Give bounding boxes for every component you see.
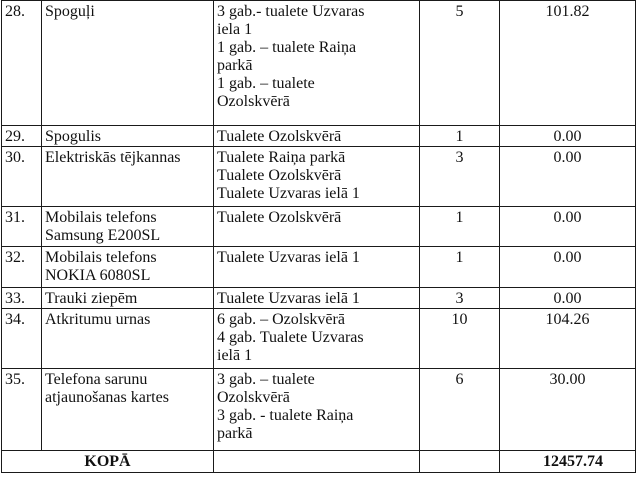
item-quantity: 3 <box>420 147 500 207</box>
location-line: Ozolskvērā <box>217 93 290 110</box>
item-quantity: 1 <box>420 247 500 288</box>
row-number: 31. <box>2 207 42 247</box>
item-quantity: 1 <box>420 126 500 147</box>
total-sum: 12457.74 <box>500 451 636 473</box>
location-line: iela 1 <box>217 21 253 38</box>
item-location <box>214 126 420 147</box>
table-row <box>2 147 636 207</box>
item-sum: 0.00 <box>500 247 636 288</box>
item-name: Trauki ziepēm <box>42 288 214 309</box>
item-location <box>214 309 420 369</box>
row-number: 32. <box>2 247 42 288</box>
item-quantity: 3 <box>420 288 500 309</box>
location-line: Tualete Raiņa parkā <box>217 149 346 166</box>
location-line: 1 gab. – tualete Raiņa <box>217 39 357 56</box>
inventory-table-body <box>2 1 636 473</box>
location-line: Tualete Ozolskvērā <box>217 209 342 226</box>
item-name: Telefona sarunu atjaunošanas kartes <box>42 369 214 451</box>
item-location <box>214 369 420 451</box>
table-row <box>2 288 636 309</box>
item-name: Spoguļi <box>42 1 214 126</box>
location-line: parkā <box>217 57 253 74</box>
location-line: 3 gab. – tualete <box>217 371 315 388</box>
item-location <box>214 207 420 247</box>
item-location <box>214 147 420 207</box>
inventory-table <box>1 0 636 473</box>
item-sum: 104.26 <box>500 309 636 369</box>
item-location <box>214 288 420 309</box>
row-number: 29. <box>2 126 42 147</box>
row-number: 34. <box>2 309 42 369</box>
location-line: parkā <box>217 425 253 442</box>
row-number: 33. <box>2 288 42 309</box>
item-quantity: 6 <box>420 369 500 451</box>
location-line: ielā 1 <box>217 347 253 364</box>
table-row <box>2 126 636 147</box>
table-row <box>2 1 636 126</box>
table-row <box>2 207 636 247</box>
item-sum: 101.82 <box>500 1 636 126</box>
location-line: Tualete Uzvaras ielā 1 <box>217 249 360 266</box>
location-line: 1 gab. – tualete <box>217 75 315 92</box>
location-line: Tualete Uzvaras ielā 1 <box>217 185 360 202</box>
location-line: 3 gab. - tualete Raiņa <box>217 407 354 424</box>
table-row <box>2 369 636 451</box>
row-number: 30. <box>2 147 42 207</box>
location-line: Tualete Ozolskvērā <box>217 128 342 145</box>
item-name: Elektriskās tējkannas <box>42 147 214 207</box>
row-number: 35. <box>2 369 42 451</box>
item-sum: 30.00 <box>500 369 636 451</box>
table-row <box>2 247 636 288</box>
total-row <box>2 451 636 473</box>
location-line: Ozolskvērā <box>217 389 290 406</box>
location-line: Tualete Uzvaras ielā 1 <box>217 290 360 307</box>
item-location <box>214 1 420 126</box>
item-sum: 0.00 <box>500 126 636 147</box>
item-quantity: 10 <box>420 309 500 369</box>
item-sum: 0.00 <box>500 147 636 207</box>
location-line: 3 gab.- tualete Uzvaras <box>217 3 365 20</box>
total-empty-cell <box>420 451 500 473</box>
item-name: Mobilais telefons Samsung E200SL <box>42 207 214 247</box>
item-sum: 0.00 <box>500 288 636 309</box>
item-quantity: 1 <box>420 207 500 247</box>
item-name: Atkritumu urnas <box>42 309 214 369</box>
item-name: Spogulis <box>42 126 214 147</box>
total-label: KOPĀ <box>2 451 214 473</box>
row-number: 28. <box>2 1 42 126</box>
table-row <box>2 309 636 369</box>
item-quantity: 5 <box>420 1 500 126</box>
location-line: Tualete Ozolskvērā <box>217 167 342 184</box>
item-location <box>214 247 420 288</box>
location-line: 4 gab. Tualete Uzvaras <box>217 329 364 346</box>
total-empty-cell <box>214 451 420 473</box>
item-name: Mobilais telefons NOKIA 6080SL <box>42 247 214 288</box>
location-line: 6 gab. – Ozolskvērā <box>217 311 345 328</box>
item-sum: 0.00 <box>500 207 636 247</box>
